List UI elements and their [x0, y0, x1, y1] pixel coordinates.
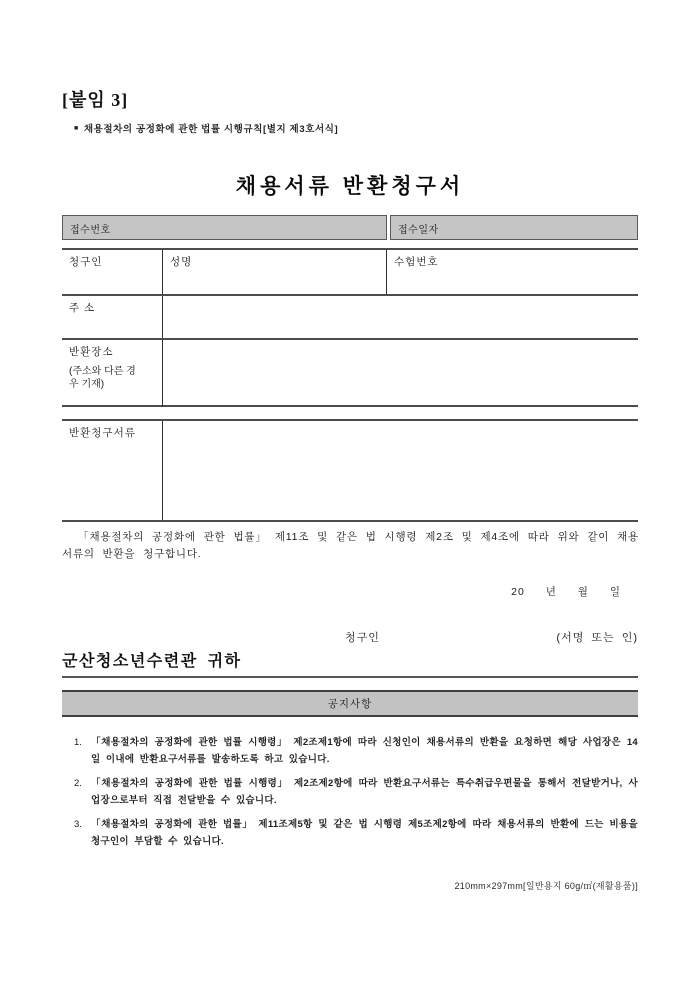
return-place-label-cell — [62, 340, 163, 407]
signer-label: 청구인 — [345, 632, 380, 644]
receipt-number-cell: 접수번호 — [62, 215, 387, 240]
return-place-label: 반환장소 — [69, 346, 114, 358]
exam-number-label: 수험번호 — [394, 256, 439, 268]
address-label: 주 소 — [62, 296, 163, 338]
return-place-input-area[interactable] — [163, 340, 638, 407]
notice-item-text: 「채용절차의 공정화에 관한 법률 시행령」 제2조제1항에 따라 신청인이 채용서류의 반환을 요청하면 해당 사업장은 14일 이내에 반환요구서류를 발송하도록 하고 있습니다. — [91, 737, 638, 765]
address-input-area[interactable] — [163, 296, 638, 338]
recipient-divider — [62, 676, 638, 678]
page-title: 채용서류 반환청구서 — [235, 175, 465, 198]
notice-item-text: 「채용절차의 공정화에 관한 법률」 제11조제5항 및 같은 법 시행령 제5조제2항에 따라 채용서류의 반환에 드는 비용을 청구인이 부담할 수 있습니다. — [91, 819, 638, 847]
notice-item-number: 1. — [74, 737, 82, 748]
notice-item — [74, 734, 638, 768]
documents-label: 반환청구서류 — [62, 421, 163, 520]
documents-row — [62, 419, 638, 522]
date-line: 20 년 월 일 — [511, 586, 621, 598]
declaration-paragraph: 「채용절차의 공정화에 관한 법률」 제11조 및 같은 법 시행령 제2조 및 제4조에 따라 위와 같이 채용서류의 반환을 청구합니다. — [62, 531, 639, 560]
receipt-date-cell: 접수일자 — [390, 215, 638, 240]
regulation-note-text: 채용절차의 공정화에 관한 법률 시행규칙[별지 제3호서식] — [83, 124, 339, 135]
name-label-cell — [163, 250, 387, 294]
notice-list — [74, 734, 638, 857]
name-label: 성명 — [170, 256, 193, 268]
notice-header: 공지사항 — [62, 690, 638, 717]
return-place-note: (주소와 다른 경 우 기재) — [69, 366, 136, 390]
receipt-header-row — [62, 215, 638, 240]
address-row — [62, 294, 638, 338]
notice-item-number: 3. — [74, 819, 82, 830]
recipient-title: 군산청소년수련관 귀하 — [62, 653, 242, 670]
signature-note: (서명 또는 인) — [556, 632, 638, 644]
regulation-note — [74, 121, 338, 135]
return-place-row — [62, 338, 638, 407]
notice-item-number: 2. — [74, 778, 82, 789]
signer-row — [62, 629, 638, 645]
notice-item-text: 「채용절차의 공정화에 관한 법률 시행령」 제2조제2항에 따라 반환요구서류는 특수취급우편물을 통해서 전달받거나, 사업장으로부터 직접 전달받을 수 있습니다. — [91, 778, 638, 806]
attachment-label: [붙임 3] — [62, 90, 129, 110]
claimant-label: 청구인 — [62, 250, 163, 294]
notice-item — [74, 816, 638, 850]
claimant-row — [62, 248, 638, 294]
square-bullet-icon: ■ — [74, 124, 79, 132]
notice-item — [74, 775, 638, 809]
form-table — [62, 248, 638, 407]
documents-input-area[interactable] — [163, 421, 638, 520]
exam-number-cell[interactable] — [387, 250, 638, 294]
paper-spec-footnote: 210mm×297mm[일반용지 60g/㎡(재활용품)] — [454, 881, 638, 891]
